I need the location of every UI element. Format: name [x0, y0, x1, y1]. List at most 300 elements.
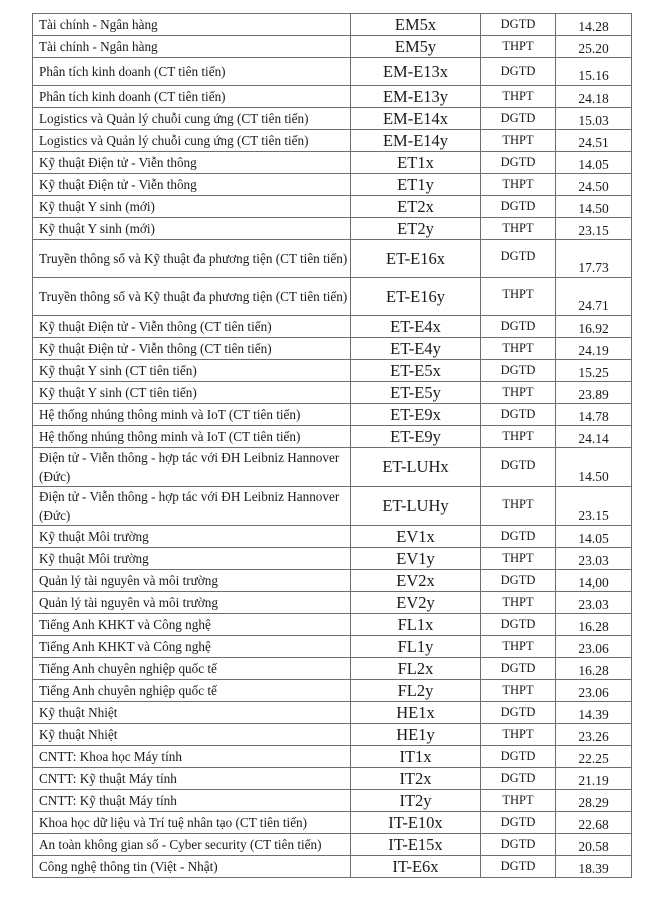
- cutoff-score-cell: [556, 702, 632, 724]
- cutoff-score-cell: [556, 382, 632, 404]
- program-name-cell: [33, 426, 351, 448]
- cutoff-score-cell: [556, 174, 632, 196]
- program-code-cell: [351, 856, 481, 878]
- cutoff-score-text: 14.28: [578, 18, 609, 34]
- admission-method-cell: [481, 36, 556, 58]
- program-code-cell: [351, 487, 481, 526]
- cutoff-score-text: 21.19: [578, 772, 609, 788]
- cutoff-score-cell: [556, 152, 632, 174]
- program-code-text: EM-E14x: [382, 108, 449, 128]
- program-code-text: ET2y: [397, 218, 434, 238]
- cutoff-score-cell: [556, 316, 632, 338]
- program-name-text: Công nghệ thông tin (Việt - Nhật): [39, 859, 218, 874]
- program-code-cell: [351, 404, 481, 426]
- program-name-cell: [33, 14, 351, 36]
- cutoff-score-text: 23.15: [578, 222, 609, 238]
- table-row: [33, 570, 632, 592]
- program-name-cell: [33, 58, 351, 86]
- admission-method-cell: [481, 218, 556, 240]
- program-name-cell: [33, 130, 351, 152]
- program-name-text: Kỹ thuật Y sinh (CT tiên tiến): [39, 385, 197, 400]
- program-name-cell: [33, 768, 351, 790]
- admission-method-text: DGTD: [500, 661, 536, 675]
- program-code-text: IT-E10x: [388, 812, 443, 832]
- table-row: [33, 382, 632, 404]
- program-code-text: ET-E9x: [390, 404, 441, 424]
- program-code-cell: [351, 614, 481, 636]
- admission-method-text: DGTD: [500, 319, 536, 333]
- program-name-cell: [33, 790, 351, 812]
- table-row: [33, 812, 632, 834]
- admission-method-cell: [481, 108, 556, 130]
- program-code-text: ET-E9y: [390, 426, 441, 446]
- admission-method-text: THPT: [502, 683, 534, 697]
- admission-method-cell: [481, 768, 556, 790]
- table-row: [33, 834, 632, 856]
- table-row: [33, 240, 632, 278]
- program-name-cell: [33, 218, 351, 240]
- program-name-text: Kỹ thuật Y sinh (mới): [39, 221, 155, 236]
- cutoff-score-cell: [556, 58, 632, 86]
- program-code-text: HE1y: [396, 724, 435, 744]
- table-row: [33, 746, 632, 768]
- cutoff-score-text: 28.29: [578, 794, 609, 810]
- cutoff-score-text: 16.28: [578, 618, 609, 634]
- program-code-cell: [351, 86, 481, 108]
- program-code-cell: [351, 58, 481, 86]
- program-code-text: EV2y: [396, 592, 435, 612]
- admission-method-cell: [481, 404, 556, 426]
- table-row: [33, 86, 632, 108]
- program-code-text: IT-E15x: [388, 834, 443, 854]
- admission-method-text: DGTD: [500, 859, 536, 873]
- program-code-text: FL1y: [397, 636, 434, 656]
- program-name-text: Tài chính - Ngân hàng: [39, 39, 158, 54]
- table-row: [33, 658, 632, 680]
- table-row: [33, 174, 632, 196]
- cutoff-score-text: 22.25: [578, 750, 609, 766]
- program-name-text: Hệ thống nhúng thông minh và IoT (CT tiên tiến): [39, 407, 301, 422]
- program-name-cell: [33, 487, 351, 526]
- cutoff-score-cell: [556, 130, 632, 152]
- admission-method-cell: [481, 834, 556, 856]
- program-name-text: Quản lý tài nguyên và môi trường: [39, 595, 218, 610]
- cutoff-score-text: 24.51: [578, 134, 609, 150]
- table-row: [33, 278, 632, 316]
- program-name-text: Điện tử - Viễn thông - hợp tác với ĐH Leibniz Hannover (Đức): [39, 489, 340, 523]
- cutoff-score-cell: [556, 426, 632, 448]
- program-name-cell: [33, 36, 351, 58]
- table-row: [33, 58, 632, 86]
- program-code-cell: [351, 360, 481, 382]
- admission-method-cell: [481, 614, 556, 636]
- program-name-cell: [33, 108, 351, 130]
- admission-method-cell: [481, 790, 556, 812]
- program-code-cell: [351, 834, 481, 856]
- admission-method-cell: [481, 338, 556, 360]
- admission-scores-table: [32, 13, 632, 878]
- program-code-text: FL1x: [397, 614, 434, 634]
- program-name-cell: [33, 382, 351, 404]
- table-row: [33, 338, 632, 360]
- cutoff-score-cell: [556, 790, 632, 812]
- program-code-text: EM5x: [394, 14, 437, 34]
- table-row: [33, 724, 632, 746]
- admission-method-cell: [481, 702, 556, 724]
- program-name-cell: [33, 614, 351, 636]
- cutoff-score-cell: [556, 768, 632, 790]
- program-name-cell: [33, 658, 351, 680]
- cutoff-score-cell: [556, 856, 632, 878]
- program-code-text: IT2y: [399, 790, 432, 810]
- program-name-text: Kỹ thuật Điện tử - Viễn thông: [39, 177, 197, 192]
- program-name-cell: [33, 856, 351, 878]
- program-code-text: IT-E6x: [392, 856, 439, 876]
- table-row: [33, 448, 632, 487]
- program-code-cell: [351, 338, 481, 360]
- table-row: [33, 680, 632, 702]
- table-row: [33, 316, 632, 338]
- cutoff-score-cell: [556, 680, 632, 702]
- table-row: [33, 592, 632, 614]
- program-name-cell: [33, 526, 351, 548]
- admission-method-cell: [481, 448, 556, 487]
- program-code-cell: [351, 658, 481, 680]
- admission-method-cell: [481, 130, 556, 152]
- cutoff-score-cell: [556, 14, 632, 36]
- table-row: [33, 152, 632, 174]
- cutoff-score-cell: [556, 570, 632, 592]
- admission-method-cell: [481, 724, 556, 746]
- admission-method-text: DGTD: [500, 837, 536, 851]
- table-row: [33, 790, 632, 812]
- program-code-text: EV1y: [396, 548, 435, 568]
- program-name-text: Tài chính - Ngân hàng: [39, 17, 158, 32]
- table-row: [33, 196, 632, 218]
- program-code-text: ET-E5x: [390, 360, 441, 380]
- program-name-text: Kỹ thuật Y sinh (mới): [39, 199, 155, 214]
- program-code-text: EV1x: [396, 526, 435, 546]
- program-name-text: Logistics và Quản lý chuỗi cung ứng (CT tiên tiến): [39, 111, 309, 126]
- program-code-cell: [351, 36, 481, 58]
- admission-method-text: DGTD: [500, 617, 536, 631]
- cutoff-score-cell: [556, 658, 632, 680]
- cutoff-score-text: 14.50: [578, 469, 609, 484]
- admission-method-text: DGTD: [500, 17, 536, 31]
- table-row: [33, 702, 632, 724]
- admission-method-text: THPT: [502, 639, 534, 653]
- program-name-text: CNTT: Kỹ thuật Máy tính: [39, 793, 177, 808]
- program-code-cell: [351, 724, 481, 746]
- cutoff-score-cell: [556, 812, 632, 834]
- program-name-text: Tiếng Anh chuyên nghiệp quốc tế: [39, 683, 217, 698]
- admission-method-cell: [481, 636, 556, 658]
- table-row: [33, 218, 632, 240]
- program-name-cell: [33, 174, 351, 196]
- cutoff-score-cell: [556, 108, 632, 130]
- admission-method-text: THPT: [502, 793, 534, 807]
- cutoff-score-cell: [556, 746, 632, 768]
- program-code-cell: [351, 548, 481, 570]
- cutoff-score-cell: [556, 196, 632, 218]
- program-code-text: EM-E13x: [382, 61, 449, 81]
- program-code-text: ET-E5y: [390, 382, 441, 402]
- program-code-cell: [351, 812, 481, 834]
- admission-method-text: DGTD: [500, 749, 536, 763]
- program-name-cell: [33, 680, 351, 702]
- program-name-text: Kỹ thuật Y sinh (CT tiên tiến): [39, 363, 197, 378]
- program-code-text: HE1x: [396, 702, 435, 722]
- program-code-cell: [351, 790, 481, 812]
- cutoff-score-cell: [556, 338, 632, 360]
- program-name-text: CNTT: Kỹ thuật Máy tính: [39, 771, 177, 786]
- admission-method-text: THPT: [502, 287, 534, 301]
- cutoff-score-text: 24.50: [578, 178, 609, 194]
- cutoff-score-text: 14.78: [578, 408, 609, 424]
- admission-method-text: DGTD: [500, 573, 536, 587]
- admission-method-cell: [481, 526, 556, 548]
- program-name-cell: [33, 592, 351, 614]
- admission-method-text: DGTD: [500, 199, 536, 213]
- cutoff-score-text: 24.19: [578, 342, 609, 358]
- admission-method-text: THPT: [502, 341, 534, 355]
- program-name-text: Khoa học dữ liệu và Trí tuệ nhân tạo (CT tiên tiến): [39, 815, 308, 830]
- admission-method-cell: [481, 58, 556, 86]
- admission-method-text: THPT: [502, 595, 534, 609]
- program-name-cell: [33, 404, 351, 426]
- table-row: [33, 526, 632, 548]
- program-name-text: Tiếng Anh chuyên nghiệp quốc tế: [39, 661, 217, 676]
- admission-method-cell: [481, 746, 556, 768]
- program-name-text: Kỹ thuật Nhiệt: [39, 727, 118, 742]
- admission-method-cell: [481, 86, 556, 108]
- program-code-cell: [351, 570, 481, 592]
- program-code-text: IT1x: [399, 746, 432, 766]
- program-code-text: ET-E16y: [386, 286, 445, 306]
- cutoff-score-text: 23.06: [578, 684, 609, 700]
- program-code-cell: [351, 152, 481, 174]
- admission-method-cell: [481, 426, 556, 448]
- program-name-text: Kỹ thuật Nhiệt: [39, 705, 118, 720]
- cutoff-score-text: 14,00: [578, 574, 609, 590]
- program-name-cell: [33, 834, 351, 856]
- admission-method-text: DGTD: [500, 529, 536, 543]
- cutoff-score-cell: [556, 240, 632, 278]
- cutoff-score-text: 23.15: [578, 508, 609, 523]
- cutoff-score-cell: [556, 404, 632, 426]
- cutoff-score-text: 23.06: [578, 640, 609, 656]
- program-code-cell: [351, 240, 481, 278]
- program-name-cell: [33, 448, 351, 487]
- program-name-cell: [33, 636, 351, 658]
- program-code-cell: [351, 680, 481, 702]
- program-name-text: Tiếng Anh KHKT và Công nghệ: [39, 617, 211, 632]
- cutoff-score-text: 17.73: [578, 260, 609, 275]
- admission-method-cell: [481, 278, 556, 316]
- admission-method-text: THPT: [502, 221, 534, 235]
- program-code-text: ET2x: [397, 196, 434, 216]
- program-code-text: EM-E14y: [382, 130, 449, 150]
- cutoff-score-text: 15.25: [578, 364, 609, 380]
- program-code-cell: [351, 196, 481, 218]
- cutoff-score-text: 24.18: [578, 90, 609, 106]
- cutoff-score-text: 16.92: [578, 320, 609, 336]
- table-row: [33, 404, 632, 426]
- cutoff-score-cell: [556, 548, 632, 570]
- program-code-text: FL2y: [397, 680, 434, 700]
- admission-method-cell: [481, 14, 556, 36]
- cutoff-score-cell: [556, 360, 632, 382]
- cutoff-score-text: 14.50: [578, 200, 609, 216]
- program-name-cell: [33, 240, 351, 278]
- program-code-text: ET-LUHy: [382, 496, 449, 515]
- program-code-cell: [351, 130, 481, 152]
- cutoff-score-text: 15.16: [578, 68, 609, 83]
- program-code-cell: [351, 702, 481, 724]
- admission-method-text: DGTD: [500, 771, 536, 785]
- admission-method-cell: [481, 570, 556, 592]
- admission-method-text: THPT: [502, 496, 534, 511]
- program-code-cell: [351, 14, 481, 36]
- table-row: [33, 360, 632, 382]
- program-code-cell: [351, 636, 481, 658]
- program-name-cell: [33, 548, 351, 570]
- program-name-text: Phân tích kinh doanh (CT tiên tiến): [39, 64, 226, 79]
- cutoff-score-text: 22.68: [578, 816, 609, 832]
- program-name-text: CNTT: Khoa học Máy tính: [39, 749, 182, 764]
- table-row: [33, 636, 632, 658]
- table-row: [33, 36, 632, 58]
- program-code-text: ET-E4y: [390, 338, 441, 358]
- cutoff-score-text: 24.14: [578, 430, 609, 446]
- table-row: [33, 856, 632, 878]
- table-row: [33, 130, 632, 152]
- cutoff-score-text: 14.05: [578, 156, 609, 172]
- program-code-text: ET-LUHx: [382, 457, 449, 476]
- admission-method-cell: [481, 487, 556, 526]
- cutoff-score-text: 18.39: [578, 860, 609, 876]
- admission-method-cell: [481, 658, 556, 680]
- cutoff-score-cell: [556, 636, 632, 658]
- cutoff-score-cell: [556, 592, 632, 614]
- admission-method-cell: [481, 152, 556, 174]
- cutoff-score-cell: [556, 614, 632, 636]
- program-name-text: Kỹ thuật Điện tử - Viễn thông (CT tiên tiến): [39, 341, 272, 356]
- table-row: [33, 14, 632, 36]
- program-code-cell: [351, 278, 481, 316]
- table-row: [33, 548, 632, 570]
- program-name-text: Kỹ thuật Môi trường: [39, 529, 149, 544]
- program-code-cell: [351, 218, 481, 240]
- admission-method-cell: [481, 812, 556, 834]
- program-name-text: Kỹ thuật Môi trường: [39, 551, 149, 566]
- admission-method-cell: [481, 316, 556, 338]
- program-code-text: EV2x: [396, 570, 435, 590]
- program-name-cell: [33, 196, 351, 218]
- admission-method-cell: [481, 240, 556, 278]
- cutoff-score-cell: [556, 278, 632, 316]
- program-name-text: Kỹ thuật Điện tử - Viễn thông: [39, 155, 197, 170]
- program-name-text: Kỹ thuật Điện tử - Viễn thông (CT tiên tiến): [39, 319, 272, 334]
- admission-method-text: THPT: [502, 429, 534, 443]
- program-code-text: ET-E4x: [390, 316, 441, 336]
- cutoff-score-text: 14.05: [578, 530, 609, 546]
- program-name-text: Truyền thông số và Kỹ thuật đa phương tiện (CT tiên tiến): [39, 289, 348, 304]
- table-row: [33, 108, 632, 130]
- table-row: [33, 426, 632, 448]
- program-name-cell: [33, 746, 351, 768]
- cutoff-score-cell: [556, 86, 632, 108]
- cutoff-score-cell: [556, 448, 632, 487]
- cutoff-score-text: 20.58: [578, 838, 609, 854]
- cutoff-score-cell: [556, 36, 632, 58]
- admission-method-text: DGTD: [500, 111, 536, 125]
- program-name-cell: [33, 152, 351, 174]
- admission-method-text: DGTD: [500, 155, 536, 169]
- table-row: [33, 768, 632, 790]
- program-code-cell: [351, 526, 481, 548]
- cutoff-score-cell: [556, 218, 632, 240]
- program-code-text: EM-E13y: [382, 86, 449, 106]
- admission-method-cell: [481, 856, 556, 878]
- program-name-cell: [33, 570, 351, 592]
- admission-method-cell: [481, 680, 556, 702]
- program-name-text: Hệ thống nhúng thông minh và IoT (CT tiên tiến): [39, 429, 301, 444]
- program-code-text: EM5y: [394, 36, 437, 56]
- admission-method-text: DGTD: [500, 363, 536, 377]
- admission-method-text: THPT: [502, 385, 534, 399]
- admission-method-text: THPT: [502, 551, 534, 565]
- program-name-cell: [33, 86, 351, 108]
- program-code-text: FL2x: [397, 658, 434, 678]
- cutoff-score-text: 24.71: [578, 298, 609, 313]
- admission-method-text: THPT: [502, 39, 534, 53]
- admission-method-cell: [481, 174, 556, 196]
- program-code-text: IT2x: [399, 768, 432, 788]
- cutoff-score-text: 16.28: [578, 662, 609, 678]
- program-code-cell: [351, 174, 481, 196]
- program-name-text: Truyền thông số và Kỹ thuật đa phương tiện (CT tiên tiến): [39, 251, 348, 266]
- admission-method-text: DGTD: [500, 407, 536, 421]
- admission-method-cell: [481, 592, 556, 614]
- admission-method-text: DGTD: [500, 457, 536, 472]
- program-name-text: Logistics và Quản lý chuỗi cung ứng (CT tiên tiến): [39, 133, 309, 148]
- cutoff-score-text: 23.03: [578, 552, 609, 568]
- cutoff-score-cell: [556, 526, 632, 548]
- cutoff-score-text: 25.20: [578, 40, 609, 56]
- admission-method-cell: [481, 548, 556, 570]
- program-code-cell: [351, 768, 481, 790]
- admission-method-text: THPT: [502, 89, 534, 103]
- program-name-text: Tiếng Anh KHKT và Công nghệ: [39, 639, 211, 654]
- admission-method-text: DGTD: [500, 705, 536, 719]
- cutoff-score-text: 15.03: [578, 112, 609, 128]
- program-name-cell: [33, 360, 351, 382]
- program-code-cell: [351, 746, 481, 768]
- admission-method-cell: [481, 360, 556, 382]
- admission-method-cell: [481, 196, 556, 218]
- cutoff-score-text: 23.89: [578, 386, 609, 402]
- program-name-text: Điện tử - Viễn thông - hợp tác với ĐH Leibniz Hannover (Đức): [39, 450, 340, 484]
- table-row: [33, 614, 632, 636]
- admission-method-text: DGTD: [500, 249, 536, 263]
- table-row: [33, 487, 632, 526]
- admission-method-text: THPT: [502, 133, 534, 147]
- program-code-cell: [351, 448, 481, 487]
- program-name-cell: [33, 812, 351, 834]
- admission-method-text: DGTD: [500, 815, 536, 829]
- program-code-cell: [351, 316, 481, 338]
